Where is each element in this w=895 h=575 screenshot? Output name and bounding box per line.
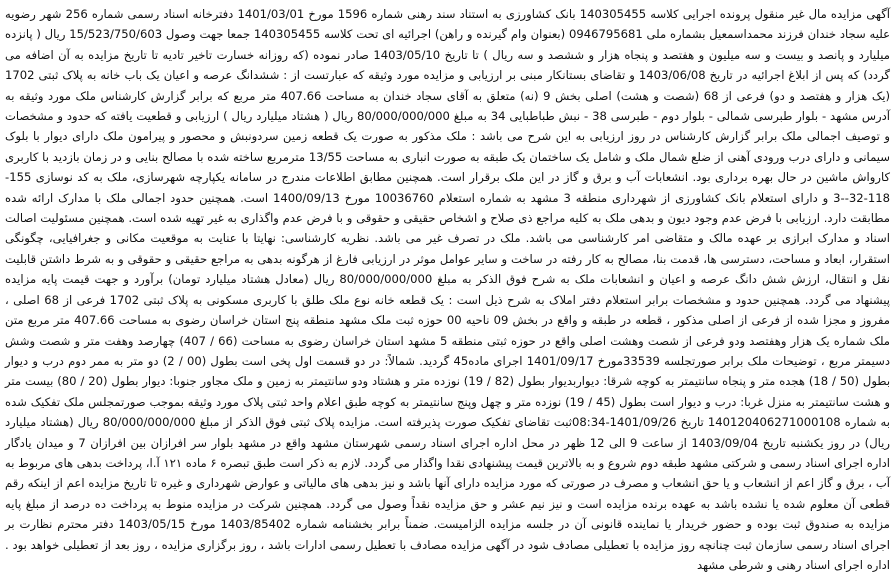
auction-notice-text: آگهی مزایده مال غیر منقول پرونده اجرایی کلاسه 140305455 بانک کشاورزی به استناد سند رهنی شماره 1596 مورخ 1401/03/01 دفترخانه اسناد رسمی شماره 256 شهر رضویه علیه سجاد خندان فرزند محمداسمعیل بشماره ملی 0946795681 (بعنوان وام گیرنده و راهن) اجرائیه ای تحت کلاسه 140305455 جمعا جهت وصول 15/523/750/603 ریال ( پانزده میلیارد و پانصد و بیست و سه میلیون و هفتصد و پنجاه هزار و ششصد و سه ریال ) تا تاریخ 1403/05/10 صادر نموده (که روزانه خسارت تاخیر تادیه تا تاریخ مزایده به آن اضافه می گردد) که پس از ابلاغ اجرائیه در تاریخ 1403/06/08 و تقاضای بستانکار مبنی بر ارزیابی و مزایده مورد وثیقه که عبارتست از : ششدانگ عرصه و اعیان یک باب خانه به پلاک ثبتی 1702 (یک هزار و هفتصد و دو) فرعی از 68 (شصت و هشت) اصلی بخش 9 (نه) متعلق به آقای سجاد خندان به مساحت 407.66 متر مربع که برابر گزارش کارشناس ملک مورد وثیقه به آدرس مشهد - بلوار طبرسی شمالی - بلوار دوم - طبرسی 38 - نبش طباطبایی 34 به مبلغ 80/000/000/000 ریال ( هشتاد میلیارد ریال ) ارزیابی و قطعیت یافته که حدود و مشخصات و توصیف اجمالی ملک برابر گزارش کارشناس در روز ارزیابی به این شرح می باشد : ملک مذکور به صورت یک قطعه زمین سردونبش و محصور و پیرامون ملک دارای دیوار با بلوک سیمانی و دارای درب ورودی آهنی از ضلع شمال ملک و شامل یک ساختمان یک طبقه به صورت انباری به مساحت 13/55 مترمربع ساخته شده با مصالح بنایی و در زمان بازدید با کاربری کارواش ماشین در حال بهره برداری بود. انشعابات آب و برق و گاز در این ملک برقرار است. همچنین مطابق اطلاعات مندرج در سامانه یکپارچه شهرسازی، ملک به کد نوسازی 155-118-32--3 و دارای استعلام بانک کشاورزی از شهرداری منطقه 3 مشهد به شماره استعلام 10036760 مورخ 1400/09/13 است. همچنین حدود اجمالی ملک با مدارک ارائه شده مطابقت دارد. ارزیابی با فرض عدم وجود دیون و بدهی ملک به کلیه مراجع ذی صلاح و اشخاص حقیقی و حقوقی و با فرض عدم واگذاری به غیر تهیه شده است. همچنین مسئولیت اصالت اسناد و مدارک ابرازی بر عهده مالک و متقاضی امر کارشناسی می باشد. ملک در تصرف غیر می باشد. نظریه کارشناسی: نهایتا با عنایت به موقعیت مکانی و جغرافیایی، چگونگی استقرار، ابعاد و مساحت، دسترسی ها، قدمت بنا، مصالح به کار رفته در ساخت و سایر عوامل موثر در ارزیابی فارغ از هرگونه بدهی به مراجع حقیقی و حقوقی و به شرط داشتن قابلیت نقل و انتقال، ارزش شش دانگ عرصه و اعیان و انشعابات ملک به شرح فوق الذکر به مبلغ 80/000/000/000 ریال (معادل هشتاد میلیارد تومان) برآورد و جهت قیمت پایه مزایده پیشنهاد می گردد. همچنین حدود و مشخصات برابر استعلام دفتر املاک به شرح ذیل است : یک قطعه خانه نوع ملک طلق با کاربری مسکونی به پلاک ثبتی 1702 فرعی از 68 اصلی ، مفروز و مجزا شده از فرعی از اصلی مذکور ، قطعه در طبقه و واقع در بخش 09 ناحیه 00 حوزه ثبت ملک مشهد منطقه پنج استان خراسان رضوی به مساحت 407.66 متر مربع متن ملک شماره یک هزار وهفتصد ودو فرعی از شصت وهشت اصلی واقع در حوزه ثبتی منطقه 5 مشهد استان خراسان رضوی به مساحت (66 / 407) چهارصد وهفت متر و شصت وشش دسیمتر مربع ، توضیحات ملک برابر صورتجلسه 33539مورخ 1401/09/17 اجرای ماده45 گردید. شمالاً: در دو قسمت اول پخی است بطول (00 / 2) دو متر به ممر دوم درب و دیوار بطول (50 / 18) هجده متر و پنجاه سانتیمتر به کوچه شرقا: دیواربدیوار بطول (82 / 19) نوزده متر و هشتاد ودو سانتیمتر به زمین و ملک مجاور جنوبا: دیوار بطول (20 / 80) بیست متر و هشت سانتیمتر به منزل غربا: درب و دیوار است بطول (45 / 19) نوزده متر و چهل وپنج سانتیمتر به کوچه طبق اعلام واحد ثبتی پلاک مورد وثیقه بموجب صورتمجلس ملک تفکیک شده به شماره 140120406271000108 تاریخ 1401/09/26-08:34ثبت تقاضای تفکیک صورت پذیرفته است. مزایده پلاک ثبتی فوق الذکر از مبلغ 80/000/000/000 ریال (هشتاد میلیارد ریال) در روز یکشنبه تاریخ 1403/09/04 از ساعت 9 الی 12 ظهر در محل اداره اجرای اسناد رسمی شهرستان مشهد واقع در مشهد بلوار سر افرازان بین افرازان 7 و میدان یادگار اداره اجرای اسناد رسمی و شرکتی مشهد طبقه دوم شروع و به بالاترین قیمت پیشنهادی نقدا واگذار می گردد. لازم به ذکر است طبق تبصره ۶ ماده ۱۲۱ آ.ا، پرداخت بدهی های مربوط به آب ، برق و گاز اعم از انشعاب و یا حق انشعاب و مصرف در صورتی که مورد مزایده دارای آنها باشد و نیز بدهی های مالیاتی و عوارض شهرداری و غیره تا تاریخ مزایده اعم از اینکه رقم قطعی آن معلوم شده یا نشده باشد به عهده برنده مزایده است و نیز نیم عشر و حق مزایده نقداً وصول می گردد. همچنین شرکت در مزایده منوط به پرداخت ده درصد از مبلغ پایه مزایده به صندوق ثبت بوده و حضور خریدار یا نماینده قانونی آن در جلسه مزایده الزامیست. ضمناً برابر بخشنامه شماره 1403/85402 مورخ 1403/05/15 دفتر محترم نظارت بر اجرای اسناد رسمی سازمان ثبت چنانچه روز مزایده با تعطیلی مصادف شود در آگهی مزایده مصادف با تعطیل رسمی ادارات باشد ، روز برگزاری مزایده ، روز بعد از تعطیلی خواهد بود . اداره اجرای اسناد رهنی و شرطی مشهد bbox=[5, 7, 891, 572]
